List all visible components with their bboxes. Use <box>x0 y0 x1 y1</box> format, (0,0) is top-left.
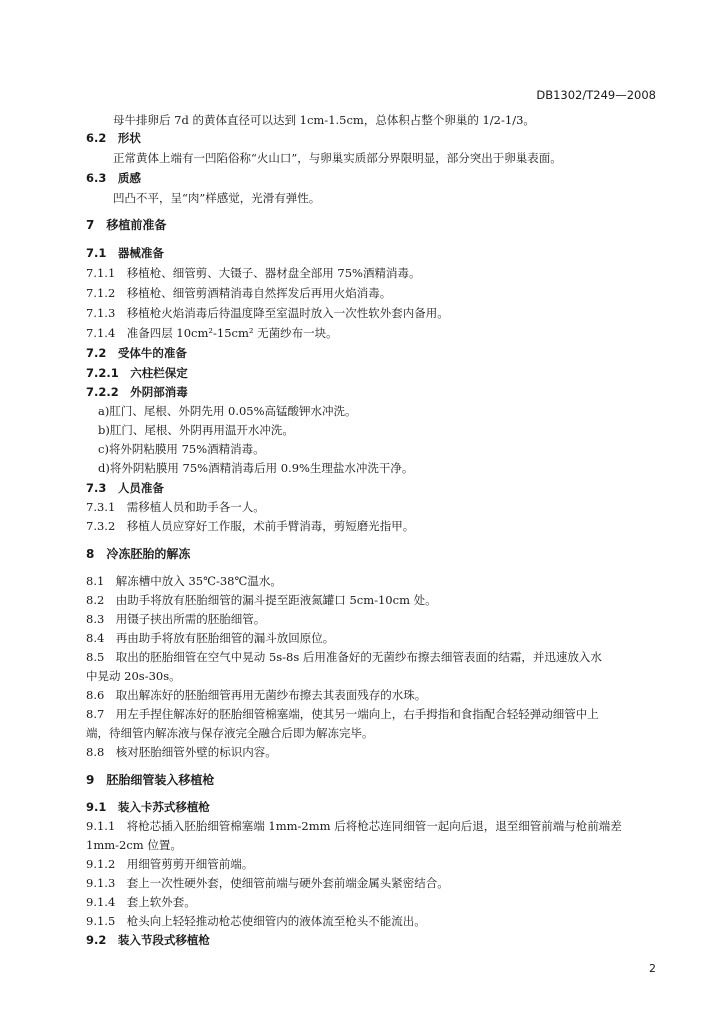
item-8-4: 8.4 再由助手将放有胚胎细管的漏斗放回原位。 <box>86 631 335 645</box>
item-8-3: 8.3 用镊子挟出所需的胚胎细管。 <box>86 612 266 626</box>
list-item-d: d)将外阴粘膜用 75%酒精消毒后用 0.9%生理盐水冲洗干净。 <box>98 461 414 475</box>
heading-9-1: 9.1 装入卡苏式移植枪 <box>86 800 210 814</box>
item-9-1-1: 9.1.1 将枪芯插入胚胎细管棉塞端 1mm-2mm 后将枪芯连同细管一起向后退，退至细管前端与枪前端差 <box>86 819 622 833</box>
list-item-c: c)将外阴粘膜用 75%酒精消毒。 <box>98 442 265 456</box>
item-8-7-continued: 端，待细管内解冻液与保存液完全融合后即为解冻完毕。 <box>86 726 374 740</box>
page-number: 2 <box>649 962 656 975</box>
paragraph-6-3: 凹凸不平，呈“肉”样感觉，光滑有弹性。 <box>113 191 321 205</box>
item-8-8: 8.8 核对胚胎细管外壁的标识内容。 <box>86 745 277 759</box>
heading-7-2-1: 7.2.1 六柱栏保定 <box>86 366 188 380</box>
document-code: DB1302/T249—2008 <box>536 88 656 102</box>
item-8-5-continued: 中晃动 20s-30s。 <box>86 669 181 683</box>
heading-7: 7 移植前准备 <box>86 218 167 232</box>
item-8-6: 8.6 取出解冻好的胚胎细管再用无菌纱布擦去其表面残存的水珠。 <box>86 688 427 702</box>
item-7-1-3: 7.1.3 移植枪火焰消毒后待温度降至室温时放入一次性软外套内备用。 <box>86 306 449 320</box>
item-7-1-2: 7.1.2 移植枪、细管剪酒精消毒自然挥发后再用火焰消毒。 <box>86 286 392 300</box>
item-9-1-1-continued: 1mm-2cm 位置。 <box>86 838 182 852</box>
item-7-3-2: 7.3.2 移植人员应穿好工作服，术前手臂消毒，剪短磨光指甲。 <box>86 519 415 533</box>
paragraph-6-2: 正常黄体上端有一凹陷俗称“火山口”，与卵巢实质部分界限明显，部分突出于卵巢表面。 <box>113 151 562 165</box>
list-item-b: b)肛门、尾根、外阴再用温开水冲洗。 <box>98 423 294 437</box>
item-9-1-2: 9.1.2 用细管剪剪开细管前端。 <box>86 857 254 871</box>
heading-7-2: 7.2 受体牛的准备 <box>86 346 187 360</box>
heading-7-2-2: 7.2.2 外阴部消毒 <box>86 385 188 399</box>
item-7-1-4: 7.1.4 准备四层 10cm²-15cm² 无菌纱布一块。 <box>86 326 338 340</box>
item-7-3-1: 7.3.1 需移植人员和助手各一人。 <box>86 500 265 514</box>
item-8-2: 8.2 由助手将放有胚胎细管的漏斗提至距液氮罐口 5cm-10cm 处。 <box>86 593 437 607</box>
item-8-1: 8.1 解冻槽中放入 35℃-38℃温水。 <box>86 574 282 588</box>
heading-9: 9 胚胎细管装入移植枪 <box>86 773 215 787</box>
heading-9-2: 9.2 装入节段式移植枪 <box>86 933 210 947</box>
list-item-a: a)肛门、尾根、外阴先用 0.05%高锰酸钾水冲洗。 <box>98 404 357 418</box>
item-9-1-4: 9.1.4 套上软外套。 <box>86 895 196 909</box>
item-9-1-5: 9.1.5 枪头向上轻轻推动枪芯使细管内的液体流至枪头不能流出。 <box>86 914 426 928</box>
heading-6-2: 6.2 形状 <box>86 131 141 145</box>
item-8-7: 8.7 用左手捏住解冻好的胚胎细管棉塞端，使其另一端向上，右手拇指和食指配合轻轻弹动细管中上 <box>86 707 599 721</box>
heading-7-1: 7.1 器械准备 <box>86 246 164 260</box>
item-8-5: 8.5 取出的胚胎细管在空气中晃动 5s-8s 后用准备好的无菌纱布擦去细管表面的结霜，并迅速放入水 <box>86 650 602 664</box>
heading-7-3: 7.3 人员准备 <box>86 481 164 495</box>
item-9-1-3: 9.1.3 套上一次性硬外套，使细管前端与硬外套前端金属头紧密结合。 <box>86 876 449 890</box>
heading-8: 8 冷冻胚胎的解冻 <box>86 547 191 561</box>
item-7-1-1: 7.1.1 移植枪、细管剪、大镊子、器材盘全部用 75%酒精消毒。 <box>86 266 421 280</box>
paragraph-6-1-continued: 母牛排卵后 7d 的黄体直径可以达到 1cm-1.5cm，总体积占整个卵巢的 1/2-1/3。 <box>113 113 535 127</box>
heading-6-3: 6.3 质感 <box>86 171 141 185</box>
